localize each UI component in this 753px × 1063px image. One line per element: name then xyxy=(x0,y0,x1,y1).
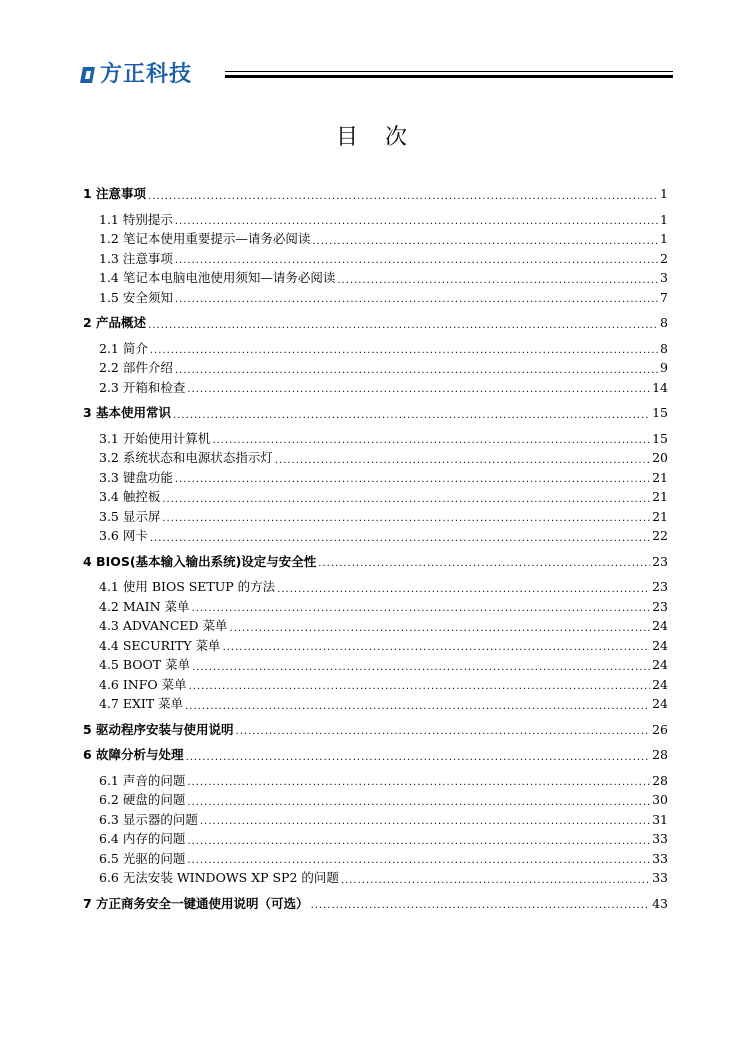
toc-entry-label: 3.5 显示屏 xyxy=(99,508,161,524)
toc-section-entry[interactable] xyxy=(83,358,668,378)
toc-dot-leader xyxy=(187,849,650,868)
toc-entry-label: 4.5 BOOT 菜单 xyxy=(99,657,191,672)
toc-page-number: 20 xyxy=(652,450,668,465)
toc-entry-label: 6.6 无法安装 WINDOWS XP SP2 的问题 xyxy=(99,870,339,885)
toc-entry-label: 4.2 MAIN 菜单 xyxy=(99,598,190,614)
toc-section-entry[interactable] xyxy=(83,810,668,830)
toc-section-entry[interactable] xyxy=(83,655,668,675)
toc-dot-leader xyxy=(311,894,651,913)
toc-section-entry[interactable] xyxy=(83,268,668,288)
toc-entry-label: 4.7 EXIT 菜单 xyxy=(99,696,184,711)
toc-dot-leader xyxy=(185,695,650,714)
toc-dot-leader xyxy=(175,468,650,487)
toc-dot-leader xyxy=(150,339,658,358)
toc-page-number: 33 xyxy=(652,831,668,846)
header-rule-thick xyxy=(225,75,673,78)
toc-entry-label: 4.1 使用 BIOS SETUP 的方法 xyxy=(99,579,276,594)
toc-dot-leader xyxy=(212,429,650,448)
toc-chapter-entry[interactable] xyxy=(83,184,668,204)
toc-page-number: 28 xyxy=(652,772,668,788)
logo-text: 方正科技 xyxy=(100,62,193,87)
toc-page-number: 23 xyxy=(652,553,668,569)
toc-dot-leader xyxy=(318,552,650,571)
toc-dot-leader xyxy=(173,404,650,423)
toc-section-entry[interactable] xyxy=(83,210,668,230)
toc-entry-label: 6 故障分析与处理 xyxy=(83,747,184,762)
toc-section-entry[interactable] xyxy=(83,249,668,269)
toc-entry-label: 2.2 部件介绍 xyxy=(99,360,173,375)
page-title: 目 次 xyxy=(336,125,417,150)
toc-chapter-entry[interactable] xyxy=(83,403,668,423)
toc-page-number: 24 xyxy=(652,676,668,692)
toc-page-number: 1 xyxy=(660,231,668,246)
toc-entry-label: 6.5 光驱的问题 xyxy=(99,850,186,866)
toc-entry-label: 6.1 声音的问题 xyxy=(99,772,186,788)
toc-chapter-entry[interactable] xyxy=(83,894,668,914)
toc-dot-leader xyxy=(223,636,651,655)
toc-entry-label: 6.3 显示器的问题 xyxy=(99,811,198,827)
toc-entry-label: 3.6 网卡 xyxy=(99,528,148,543)
toc-dot-leader xyxy=(277,578,650,597)
toc-page-number: 1 xyxy=(660,186,668,201)
toc-section-entry[interactable] xyxy=(83,288,668,308)
toc-entry-label: 3 基本使用常识 xyxy=(83,405,172,420)
toc-entry-label: 4 BIOS(基本输入输出系统)设定与安全性 xyxy=(83,553,317,569)
toc-entry-label: 1 注意事项 xyxy=(83,186,147,201)
toc-page-number: 22 xyxy=(652,528,668,543)
toc-dot-leader xyxy=(150,527,650,546)
toc-entry-label: 6.4 内存的问题 xyxy=(99,831,186,846)
toc-page-number: 43 xyxy=(652,895,668,911)
toc-entry-label: 2 产品概述 xyxy=(83,315,147,330)
toc-section-entry[interactable] xyxy=(83,849,668,869)
toc-section-entry[interactable] xyxy=(83,487,668,507)
toc-section-entry[interactable] xyxy=(83,790,668,810)
toc-entry-label: 1.3 注意事项 xyxy=(99,250,173,266)
toc-section-entry[interactable] xyxy=(83,616,668,636)
toc-page-number: 31 xyxy=(652,811,668,827)
toc-dot-leader xyxy=(175,210,658,229)
toc-dot-leader xyxy=(200,810,650,829)
toc-dot-leader xyxy=(148,185,658,204)
toc-page-number: 21 xyxy=(652,469,668,485)
toc-dot-leader xyxy=(337,269,658,288)
toc-entry-label: 7 方正商务安全一键通使用说明（可选） xyxy=(83,895,309,911)
toc-page-number: 33 xyxy=(652,870,668,885)
toc-section-entry[interactable] xyxy=(83,597,668,617)
toc-section-entry[interactable] xyxy=(83,378,668,398)
toc-dot-leader xyxy=(312,230,658,249)
toc-page-number: 30 xyxy=(652,792,668,807)
toc-page-number: 15 xyxy=(652,405,668,420)
toc-page-number: 26 xyxy=(652,721,668,737)
toc-entry-label: 1.5 安全须知 xyxy=(99,289,173,305)
toc-page-number: 24 xyxy=(652,618,668,633)
toc-entry-label: 3.3 键盘功能 xyxy=(99,469,173,485)
toc-dot-leader xyxy=(236,720,651,739)
toc-page-number: 7 xyxy=(660,289,668,305)
toc-section-entry[interactable] xyxy=(83,694,668,714)
toc-dot-leader xyxy=(175,249,658,268)
toc-dot-leader xyxy=(187,830,650,849)
toc-section-entry[interactable] xyxy=(83,829,668,849)
toc-section-entry[interactable] xyxy=(83,771,668,791)
toc-entry-label: 2.3 开箱和检查 xyxy=(99,379,186,395)
toc-page-number: 23 xyxy=(652,579,668,594)
toc-entry-label: 6.2 硬盘的问题 xyxy=(99,792,186,807)
toc-entry-label: 1.4 笔记本电脑电池使用须知—请务必阅读 xyxy=(99,270,336,285)
toc-entry-label: 1.1 特别提示 xyxy=(99,211,173,227)
toc-entry-label: 4.6 INFO 菜单 xyxy=(99,676,187,692)
toc-section-entry[interactable] xyxy=(83,636,668,656)
toc-section-entry[interactable] xyxy=(83,868,668,888)
toc-chapter-entry[interactable] xyxy=(83,720,668,740)
toc-page-number: 21 xyxy=(652,508,668,524)
toc-chapter-entry[interactable] xyxy=(83,313,668,333)
toc-dot-leader xyxy=(175,359,658,378)
toc-page-number: 2 xyxy=(660,250,668,266)
toc-entry-label: 2.1 简介 xyxy=(99,340,148,356)
toc-chapter-entry[interactable] xyxy=(83,552,668,572)
toc-dot-leader xyxy=(187,378,650,397)
toc-page-number: 33 xyxy=(652,850,668,866)
page-header xyxy=(80,60,673,90)
toc-page-number: 15 xyxy=(652,430,668,446)
toc-page-number: 9 xyxy=(660,360,668,375)
logo xyxy=(80,62,192,88)
toc-section-entry[interactable] xyxy=(83,675,668,695)
toc-section-entry[interactable] xyxy=(83,429,668,449)
toc-dot-leader xyxy=(275,449,650,468)
toc-page-number: 8 xyxy=(660,340,668,356)
toc-page-number: 28 xyxy=(652,747,668,762)
founder-logo-icon xyxy=(80,65,98,85)
toc-chapter-entry[interactable] xyxy=(83,745,668,765)
toc-page-number: 3 xyxy=(660,270,668,285)
toc-entry-label: 4.4 SECURITY 菜单 xyxy=(99,637,221,653)
toc-entry-label: 3.2 系统状态和电源状态指示灯 xyxy=(99,450,273,465)
toc-section-entry[interactable] xyxy=(83,229,668,249)
toc-section-entry[interactable] xyxy=(83,448,668,468)
toc-page-number: 1 xyxy=(660,211,668,227)
toc-entry-label: 3.1 开始使用计算机 xyxy=(99,430,211,446)
toc-entry-label: 4.3 ADVANCED 菜单 xyxy=(99,618,228,633)
toc-section-entry[interactable] xyxy=(83,339,668,359)
toc-dot-leader xyxy=(187,791,650,810)
table-of-contents xyxy=(83,184,668,913)
toc-section-entry[interactable] xyxy=(83,507,668,527)
header-rule-thin xyxy=(225,71,673,72)
toc-page-number: 24 xyxy=(652,637,668,653)
toc-dot-leader xyxy=(230,617,651,636)
toc-section-entry[interactable] xyxy=(83,468,668,488)
toc-dot-leader xyxy=(148,314,658,333)
toc-page-number: 14 xyxy=(652,379,668,395)
toc-dot-leader xyxy=(189,675,650,694)
toc-entry-label: 5 驱动程序安装与使用说明 xyxy=(83,721,234,737)
toc-page-number: 8 xyxy=(660,315,668,330)
toc-page-number: 23 xyxy=(652,598,668,614)
toc-entry-label: 1.2 笔记本使用重要提示—请务必阅读 xyxy=(99,231,311,246)
toc-page-number: 24 xyxy=(652,657,668,672)
toc-section-entry[interactable] xyxy=(83,526,668,546)
toc-dot-leader xyxy=(162,488,650,507)
toc-section-entry[interactable] xyxy=(83,577,668,597)
toc-dot-leader xyxy=(175,288,658,307)
toc-dot-leader xyxy=(187,771,650,790)
toc-entry-label: 3.4 触控板 xyxy=(99,489,161,504)
toc-dot-leader xyxy=(341,869,650,888)
toc-page-number: 21 xyxy=(652,489,668,504)
toc-dot-leader xyxy=(186,746,651,765)
toc-page-number: 24 xyxy=(652,696,668,711)
toc-dot-leader xyxy=(192,597,651,616)
toc-dot-leader xyxy=(192,656,650,675)
toc-dot-leader xyxy=(162,507,650,526)
